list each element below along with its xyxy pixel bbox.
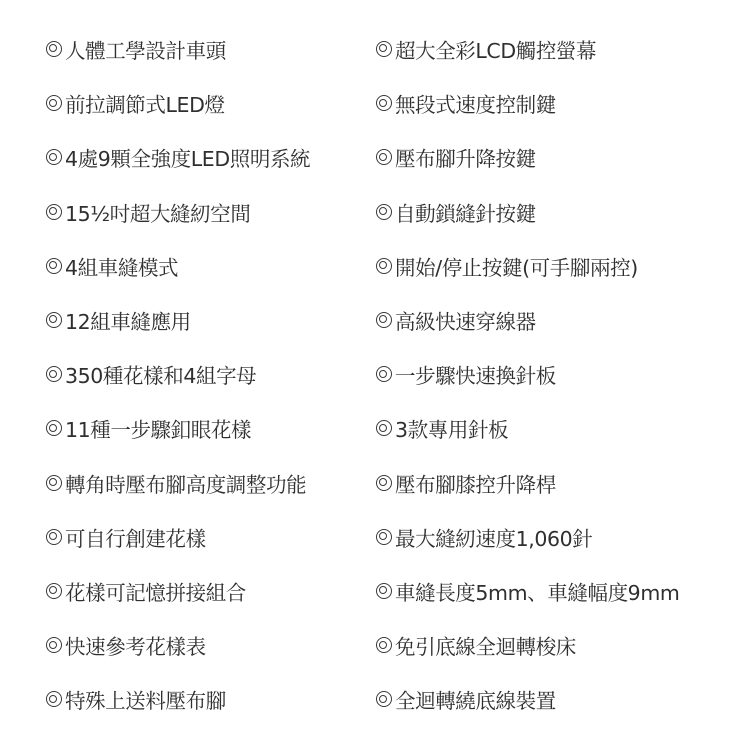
double-circle-icon bbox=[376, 691, 392, 707]
double-circle-icon bbox=[376, 41, 392, 57]
double-circle-icon bbox=[46, 475, 62, 491]
double-circle-icon bbox=[46, 420, 62, 436]
feature-label: 高級快速穿線器 bbox=[395, 310, 536, 335]
feature-label: 4組車縫模式 bbox=[65, 255, 179, 280]
feature-label: 350種花樣和4組字母 bbox=[65, 364, 257, 389]
double-circle-icon bbox=[376, 529, 392, 545]
feature-item bbox=[46, 293, 364, 347]
feature-label: 最大縫紉速度1,060針 bbox=[395, 526, 593, 551]
feature-item bbox=[376, 456, 736, 510]
feature-item bbox=[46, 347, 364, 401]
feature-label: 車縫長度5mm、車縫幅度9mm bbox=[395, 580, 680, 605]
feature-label: 壓布腳升降按鍵 bbox=[395, 147, 536, 172]
feature-item bbox=[46, 672, 364, 726]
feature-item bbox=[46, 76, 364, 130]
feature-label: 3款專用針板 bbox=[395, 418, 509, 443]
feature-label: 開始/停止按鍵(可手腳兩控) bbox=[395, 255, 638, 280]
feature-label: 前拉調節式LED燈 bbox=[65, 93, 225, 118]
double-circle-icon bbox=[46, 366, 62, 382]
feature-item bbox=[376, 510, 736, 564]
double-circle-icon bbox=[46, 312, 62, 328]
feature-item bbox=[46, 618, 364, 672]
feature-item bbox=[376, 672, 736, 726]
feature-item bbox=[376, 239, 736, 293]
double-circle-icon bbox=[376, 637, 392, 653]
feature-label: 人體工學設計車頭 bbox=[65, 39, 226, 64]
feature-column-right bbox=[376, 22, 736, 726]
feature-label: 花樣可記憶拼接組合 bbox=[65, 580, 246, 605]
feature-label: 11種一步驟釦眼花樣 bbox=[65, 418, 252, 443]
feature-label: 可自行創建花樣 bbox=[65, 526, 206, 551]
feature-label: 免引底線全迴轉梭床 bbox=[395, 635, 576, 660]
feature-label: 壓布腳膝控升降桿 bbox=[395, 472, 556, 497]
feature-label: 特殊上送料壓布腳 bbox=[65, 689, 226, 714]
double-circle-icon bbox=[376, 149, 392, 165]
double-circle-icon bbox=[376, 366, 392, 382]
double-circle-icon bbox=[46, 95, 62, 111]
double-circle-icon bbox=[376, 475, 392, 491]
feature-item bbox=[376, 401, 736, 455]
double-circle-icon bbox=[46, 529, 62, 545]
feature-item bbox=[376, 293, 736, 347]
feature-label: 無段式速度控制鍵 bbox=[395, 93, 556, 118]
double-circle-icon bbox=[46, 583, 62, 599]
feature-label: 自動鎖縫針按鍵 bbox=[395, 201, 536, 226]
feature-label: 快速參考花樣表 bbox=[65, 635, 206, 660]
feature-item bbox=[376, 618, 736, 672]
double-circle-icon bbox=[46, 691, 62, 707]
feature-label: 超大全彩LCD觸控螢幕 bbox=[395, 39, 597, 64]
feature-label: 12組車縫應用 bbox=[65, 310, 191, 335]
double-circle-icon bbox=[376, 95, 392, 111]
feature-label: 15½吋超大縫紉空間 bbox=[65, 201, 251, 226]
feature-column-left bbox=[46, 22, 364, 726]
double-circle-icon bbox=[376, 204, 392, 220]
feature-label: 4處9顆全強度LED照明系統 bbox=[65, 147, 311, 172]
feature-item bbox=[46, 510, 364, 564]
feature-item bbox=[46, 401, 364, 455]
feature-item bbox=[376, 22, 736, 76]
feature-item bbox=[376, 564, 736, 618]
feature-item bbox=[46, 185, 364, 239]
double-circle-icon bbox=[376, 420, 392, 436]
double-circle-icon bbox=[46, 204, 62, 220]
double-circle-icon bbox=[46, 258, 62, 274]
feature-item bbox=[46, 130, 364, 184]
feature-item bbox=[46, 22, 364, 76]
feature-item bbox=[46, 564, 364, 618]
double-circle-icon bbox=[46, 637, 62, 653]
feature-item bbox=[376, 185, 736, 239]
feature-item bbox=[46, 239, 364, 293]
feature-label: 一步驟快速換針板 bbox=[395, 364, 556, 389]
feature-item bbox=[376, 347, 736, 401]
double-circle-icon bbox=[376, 312, 392, 328]
feature-label: 全迴轉繞底線裝置 bbox=[395, 689, 556, 714]
double-circle-icon bbox=[376, 583, 392, 599]
double-circle-icon bbox=[46, 41, 62, 57]
feature-item bbox=[376, 130, 736, 184]
feature-label: 轉角時壓布腳高度調整功能 bbox=[65, 472, 307, 497]
feature-item bbox=[376, 76, 736, 130]
double-circle-icon bbox=[376, 258, 392, 274]
feature-item bbox=[46, 456, 364, 510]
double-circle-icon bbox=[46, 149, 62, 165]
